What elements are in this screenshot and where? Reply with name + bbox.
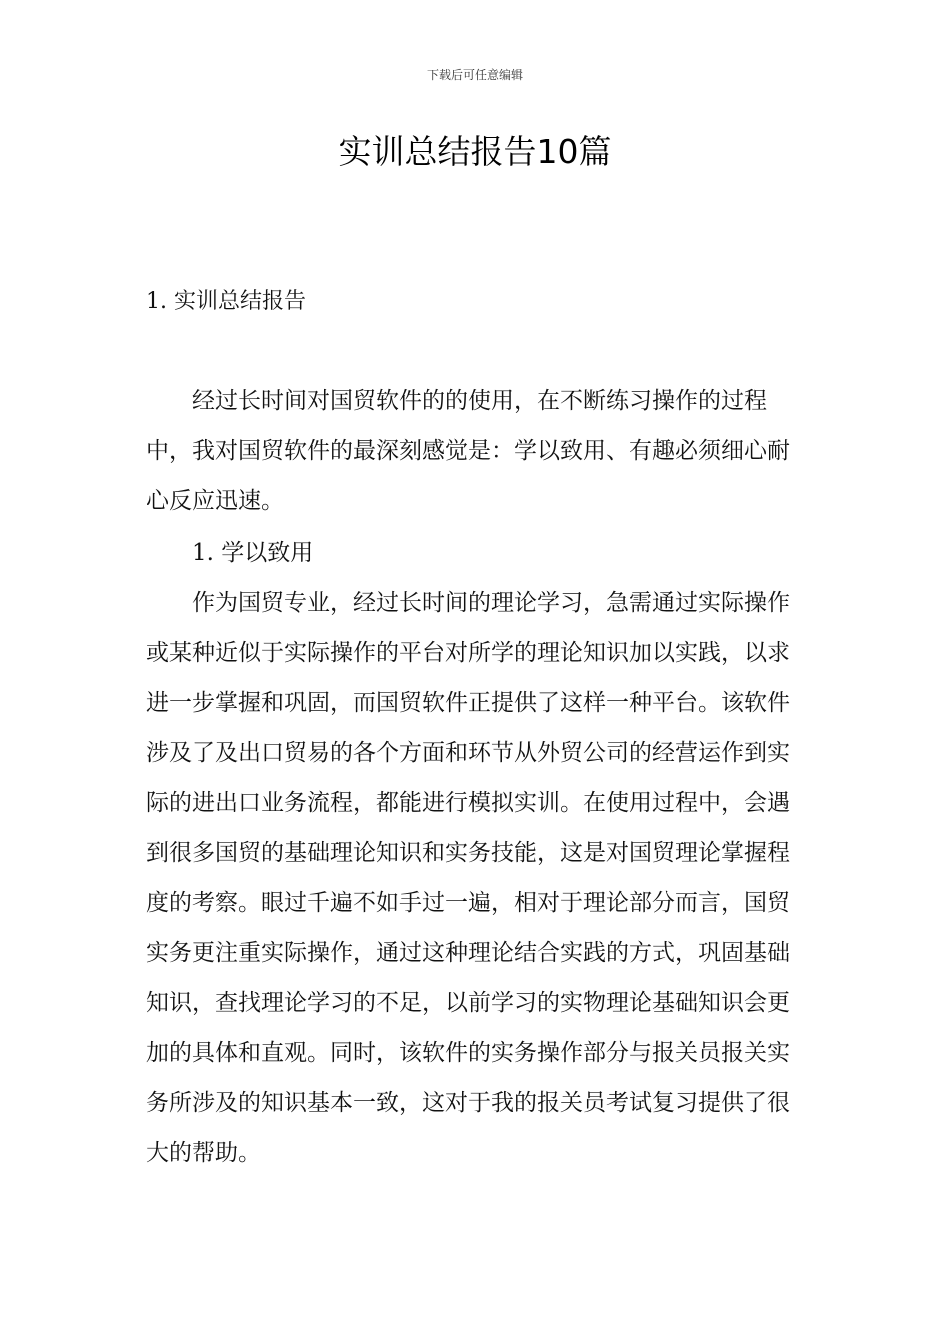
header-note: 下载后可任意编辑 — [426, 68, 523, 82]
main-block — [146, 528, 806, 1178]
intro-block — [146, 376, 806, 526]
intro-paragraph: 经过长时间对国贸软件的的使用，在不断练习操作的过程中，我对国贸软件的最深刻感觉是：学以致用、有趣必须细心耐心反应迅速。 — [146, 388, 790, 514]
section-heading: 1. 实训总结报告 — [146, 289, 306, 314]
body-paragraph: 作为国贸专业，经过长时间的理论学习，急需通过实际操作或某种近似于实际操作的平台对所学的理论知识加以实践，以求进一步掌握和巩固，而国贸软件正提供了这样一种平台。该软件涉及了及出口贸易的各个方面和环节从外贸公司的经营运作到实际的进出口业务流程，都能进行模拟实训。在使用过程中，会遇到很多国贸的基础理论知识和实务技能，这是对国贸理论掌握程度的考察。眼过千遍不如手过一遍，相对于理论部分而言，国贸实务更注重实际操作，通过这种理论结合实践的方式，巩固基础知识，查找理论学习的不足，以前学习的实物理论基础知识会更加的具体和直观。同时，该软件的实务操作部分与报关员报关实务所涉及的知识基本一致，这对于我的报关员考试复习提供了很大的帮助。 — [146, 590, 790, 1166]
document-title: 实训总结报告10篇 — [338, 132, 612, 171]
subheading: 1. 学以致用 — [192, 540, 314, 566]
